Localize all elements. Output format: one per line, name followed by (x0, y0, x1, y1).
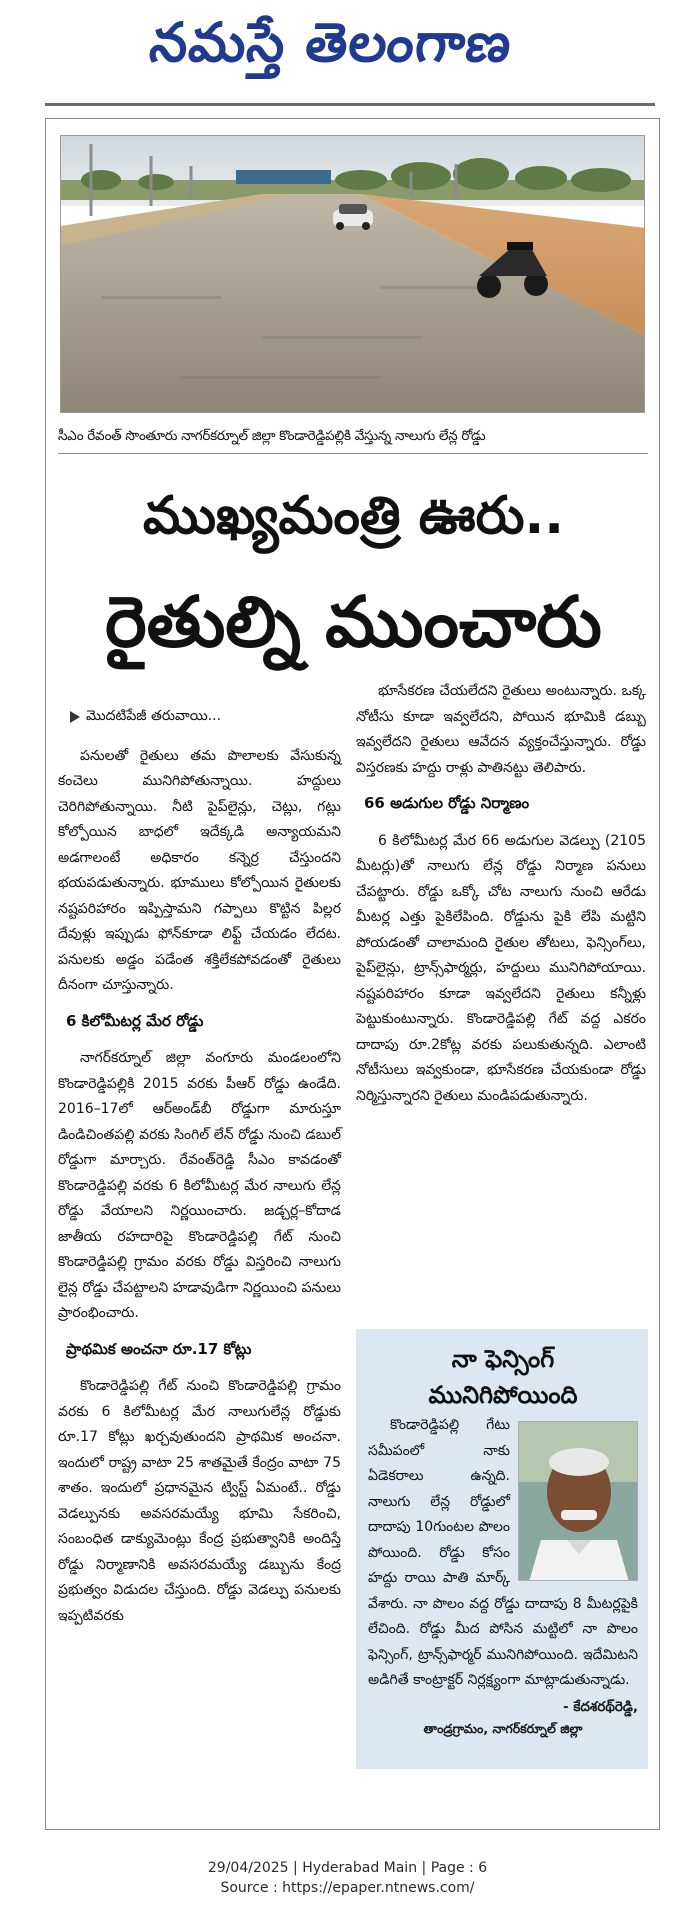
farmer-portrait (518, 1421, 638, 1581)
box-heading-line-2: మునిగిపోయింది (428, 1381, 578, 1409)
masthead-divider (45, 103, 655, 106)
right-column (356, 679, 646, 1115)
left-paragraph-1: పనులతో రైతులు తమ పొలాలకు వేసుకున్న కంచెలు మునిగిపోతున్నాయి. హద్దులు చెరిగిపోతున్నాయి. నీటి పైప్‌లైన్లు, చెట్లు, గట్లు కోల్పోయిన బాధలో ఇదేక్కడి అన్యాయమని అడగాలంటే అధికారం కన్నెర్ర చేస్తుందని భయపడుతున్నారు. భూములు కోల్పోయిన రైతులకు నష్టపరిహారం ఇప్పిస్తామని గప్పాలు కొట్టిన పిల్లర దేవుళ్లు ఇప్పుడు ఫోన్‌కూడా లిఫ్ట్‌ చేయడం లేదట. పనులకు అడ్డం పడేంత శక్తిలేకపోవడంతో రైతులు దీనంగా చూస్తున్నారు. (58, 747, 341, 993)
left-paragraph-2: నాగర్‌కర్నూల్‌ జిల్లా వంగూరు మండలంలోని కొండారెడ్డిపల్లికి 2015 వరకు పీఆర్‌ రోడ్డు ఉండేది. 2016–17లో ఆర్‌అండ్‌బీ రోడ్డుగా మారుస్తూ డిండిచింతపల్లి వరకు సింగిల్‌ లేన్‌ రోడ్డు నుంచి డబుల్‌ రోడ్డుగా మార్చారు. రేవంత్‌రెడ్డి సీఎం కావడంతో కొండారెడ్డిపల్లి వరకు 6 కిలోమీటర్ల మేర నాలుగు లేన్ల రోడ్డు వేయాలని నిర్ణయించారు. జడ్చర్ల–కోదాడ జాతీయ రహదారిపై కొండారెడ్డిపల్లి గేట్‌ నుంచి కొండారెడ్డిపల్లి గ్రామం వరకు రోడ్డు విస్తరించి నాలుగు లైన్ల రోడ్డు చేపట్టాలని హడావుడిగా నిర్ణయించి పనులు ప్రారంభించారు. (58, 1050, 341, 1321)
box-heading-line-1: నా ఫెన్సింగ్‌ (451, 1345, 555, 1373)
right-paragraph-1: భూసేకరణ చేయలేదని రైతులు అంటున్నారు. ఒక్క నోటీసు కూడా ఇవ్వలేదని, పోయిన భూమికి డబ్బు ఇవ్వలేదని రైతులు ఆవేదన వ్యక్తంచేస్తున్నారు. రోడ్డు విస్తరణకు హద్దు రాళ్లు పాతినట్టు తెలిపారు. (356, 683, 646, 776)
headline-line-1: ముఖ్యమంత్రి ఊరు.. (143, 486, 564, 546)
quote-place: తాండ్రగ్రామం, నాగర్‌కర్నూల్‌ జిల్లా (423, 1720, 583, 1736)
right-paragraph-2: 6 కిలోమీటర్ల మేర 66 అడుగుల వెడల్పు (2105 మీటర్లు)తో నాలుగు లేన్ల రోడ్డు నిర్మాణ పనులు చేపట్టారు. రోడ్డు ఒక్కో చోట నాలుగు నుంచి ఆరేడు మీటర్ల ఎత్తు పైకిలేపింది. రోడ్డును పైకి లేపి మట్టిని పోయడంతో చాలామంది రైతుల తోటలు, ఫెన్సింగ్‌లు, పైప్‌లైన్లు, ట్రాన్స్‌ఫార్మర్లు, హద్దులు మునిగిపోయాయి. నష్టపరిహారం కూడా ఇవ్వలేదని రైతులు కన్నీళ్లు పెట్టుకుంటున్నారు. కొండారెడ్డిపల్లి గేట్‌ వద్ద ఎకరం దాదాపు రూ.2కోట్ల వరకు పలుకుతున్నది. ఎలాంటి నోటీసులు ఇవ్వకుండా, భూసేకరణ చేయకుండా రోడ్డు నిర్మిస్తున్నారని రైతులు మండిపడుతున్నారు. (356, 832, 646, 1104)
left-subheading-2: ప్రాథమిక అంచనా రూ.17 కోట్లు (66, 1339, 252, 1358)
newspaper-logo: నమస్తే తెలంగాణ (146, 11, 516, 74)
footer-source-line: Source : https://epaper.ntnews.com/ (220, 1880, 475, 1896)
left-subheading-1: 6 కిలోమీటర్ల మేర రోడ్డు (66, 1011, 204, 1030)
triangle-right-icon (70, 711, 80, 723)
page-footer (0, 1858, 695, 1898)
right-subheading-1: 66 అడుగుల రోడ్డు నిర్మాణం (364, 794, 530, 812)
masthead (0, 0, 695, 100)
footer-edition-line: 29/04/2025 | Hyderabad Main | Page : 6 (207, 1860, 488, 1876)
headline-line-2: రైతుల్ని ముంచారు (105, 581, 602, 663)
continued-from-front-page (70, 704, 341, 730)
left-column (58, 704, 341, 1635)
left-paragraph-3: కొండారెడ్డిపల్లి గేట్‌ నుంచి కొండారెడ్డిపల్లి గ్రామం వరకు 6 కిలోమీటర్ల మేర నాలుగులేన్ల రోడ్డుకు రూ.17 కోట్లు ఖర్చవుతుందని ప్రాథమిక అంచనా. ఇందులో రాష్ట్ర వాటా 25 శాతమైతే కేంద్రం వాటా 75 శాతం. ఇందులో ప్రధానమైన ట్విస్ట్‌ ఏమంటే.. రోడ్డు వెడల్పునకు అవసరమయ్యే భూమి సేకరించి, సంబంధిత డాక్యుమెంట్లు కేంద్ర ప్రభుత్వానికి అందిస్తే రోడ్డు నిర్మాణానికి అవసరమయ్యే డబ్బును కేంద్ర ప్రభుత్వం విడుదల చేస్తుంది. రోడ్డు వెడల్పు పనులకు ఇప్పటివరకు (58, 1378, 341, 1624)
quote-signature: - కేదశరథ్‌రెడ్డి, (563, 1698, 638, 1715)
article-frame (45, 118, 660, 1830)
road-photo (60, 135, 645, 413)
box-quote-text: కొండారెడ్డిపల్లి గేటు సమీపంలో నాకు ఏడెకరాలు ఉన్నది. నాలుగు లేన్ల రోడ్డులో దాదాపు 10గుంటల పొలం పోయింది. రోడ్డు కోసం హద్దు రాయి పాతి మార్క్‌ వేశారు. నా పొలం వద్ద రోడ్డు దాదాపు 8 మీటర్లపైకి లేచింది. రోడ్డు మీద పోసిన మట్టిలో నా పొలం ఫెన్సింగ్‌, ట్రాన్స్‌ఫార్మర్‌ మునిగిపోయింది. ఇదేమిటని అడిగితే కాంట్రాక్టర్‌ నిర్లక్ష్యంగా మాట్లాడుతున్నాడు. (368, 1417, 638, 1688)
farmer-quote-box (356, 1329, 648, 1769)
photo-caption: సీఎం రేవంత్‌ సొంతూరు నాగర్‌కర్నూల్‌ జిల్లా కొండారెడ్డిపల్లికి వేస్తున్న నాలుగు లేన్ల రోడ్డు (58, 428, 486, 444)
jump-text: మొదటిపేజీ తరువాయి... (86, 708, 222, 724)
road-photo-image (61, 136, 645, 413)
caption-divider (58, 453, 648, 454)
